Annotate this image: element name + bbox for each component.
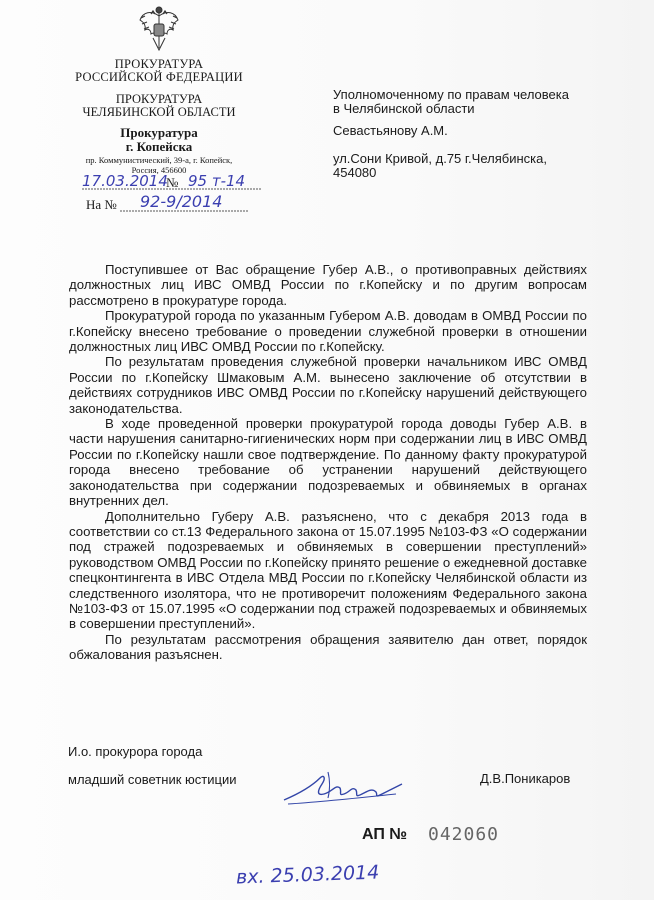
city-line: Прокуратура	[120, 125, 198, 140]
reg-date: 17.03.2014	[82, 172, 168, 190]
signer-rank: младший советник юстиции	[68, 772, 237, 787]
region-line: ПРОКУРАТУРА	[115, 92, 203, 106]
recipient-address-line: 454080	[333, 164, 377, 180]
sender-address-line: пр. Коммунистический, 39-а, г. Копейск,	[85, 155, 233, 165]
form-series-label: АП №	[362, 826, 408, 843]
form-number: 042060	[428, 824, 500, 845]
ref-label: На №	[86, 197, 117, 212]
reg-no-label: №	[166, 175, 179, 190]
city-header	[49, 126, 269, 154]
recipient-title	[333, 88, 623, 115]
incoming-note: вх. 25.03.2014	[235, 861, 380, 889]
city-line: г. Копейска	[125, 139, 193, 154]
recipient-address-line: ул.Сони Кривой, д.75 г.Челябинска,	[333, 151, 547, 166]
body-paragraph: По результатам рассмотрения обращения заявителю дан ответ, порядок обжалования разъяснен.	[69, 631, 587, 663]
recipient-address	[333, 152, 623, 179]
signer-name: Д.В.Поникаров	[480, 771, 571, 786]
org-header	[49, 58, 269, 84]
coat-of-arms-icon	[137, 4, 181, 54]
org-line: ПРОКУРАТУРА	[114, 57, 204, 71]
reg-no: 95 т-14	[188, 172, 246, 190]
ref-no: 92-9/2014	[140, 192, 223, 211]
recipient-line: в Челябинской области	[333, 100, 475, 116]
letter-body	[69, 262, 587, 663]
org-line: РОССИЙСКОЙ ФЕДЕРАЦИИ	[75, 70, 243, 84]
sender-address-line: Россия, 456600	[131, 165, 187, 175]
recipient-line: Уполномоченному по правам человека	[333, 87, 569, 102]
body-paragraph: По результатам проведения служебной проверки начальником ИВС ОМВД России по г.Копейску Шмаковым А.М. вынесено заключение об отсутствии в действиях сотрудников ИВС ОМВД России по г.Копейску нарушений действующего законодательства.	[69, 354, 587, 416]
signature-scribble	[278, 764, 408, 810]
body-paragraph: Поступившее от Вас обращение Губер А.В., о противоправных действиях должностных лиц ИВС ОМВД России по г.Копейску и по другим вопросам рассмотрено в прокуратуре города.	[69, 262, 587, 308]
region-line: ЧЕЛЯБИНСКОЙ ОБЛАСТИ	[82, 105, 236, 119]
region-header	[49, 93, 269, 119]
body-paragraph: Дополнительно Губеру А.В. разъяснено, что с декабря 2013 года в соответствии со ст.13 Федерального закона от 15.07.1995 №103-ФЗ «О содержании под стражей подозреваемых и обвиняемых в совершении преступлений» руководством ОМВД России по г.Копейску принято решение о ежедневной доставке спецконтингента в ИВС Отдела МВД России по г.Копейску Челябинской области из следственного изолятора, что не противоречит положениям Федерального закона №103-ФЗ от 15.07.1995 «О содержании под стражей подозреваемых и обвиняемых в совершении преступлений».	[69, 508, 587, 632]
body-paragraph: В ходе проведенной проверки прокуратурой города доводы Губер А.В. в части нарушения санитарно-гигиенических норм при содержании лиц в ИВС ОМВД России по г.Копейску нашли свое подтверждение. По данному факту прокуратурой города внесено требование об устранении нарушений действующего законодательства при содержании подозреваемых и обвиняемых в органах внутренних дел.	[69, 416, 587, 509]
signer-position: И.о. прокурора города	[68, 744, 203, 759]
body-paragraph: Прокуратурой города по указанным Губером А.В. доводам в ОМВД России по г.Копейску внесено требование о проведении служебной проверки в отношении должностных лиц ИВС ОМВД России по г.Копейску.	[69, 308, 587, 355]
recipient-name: Севастьянову А.М.	[333, 123, 448, 138]
